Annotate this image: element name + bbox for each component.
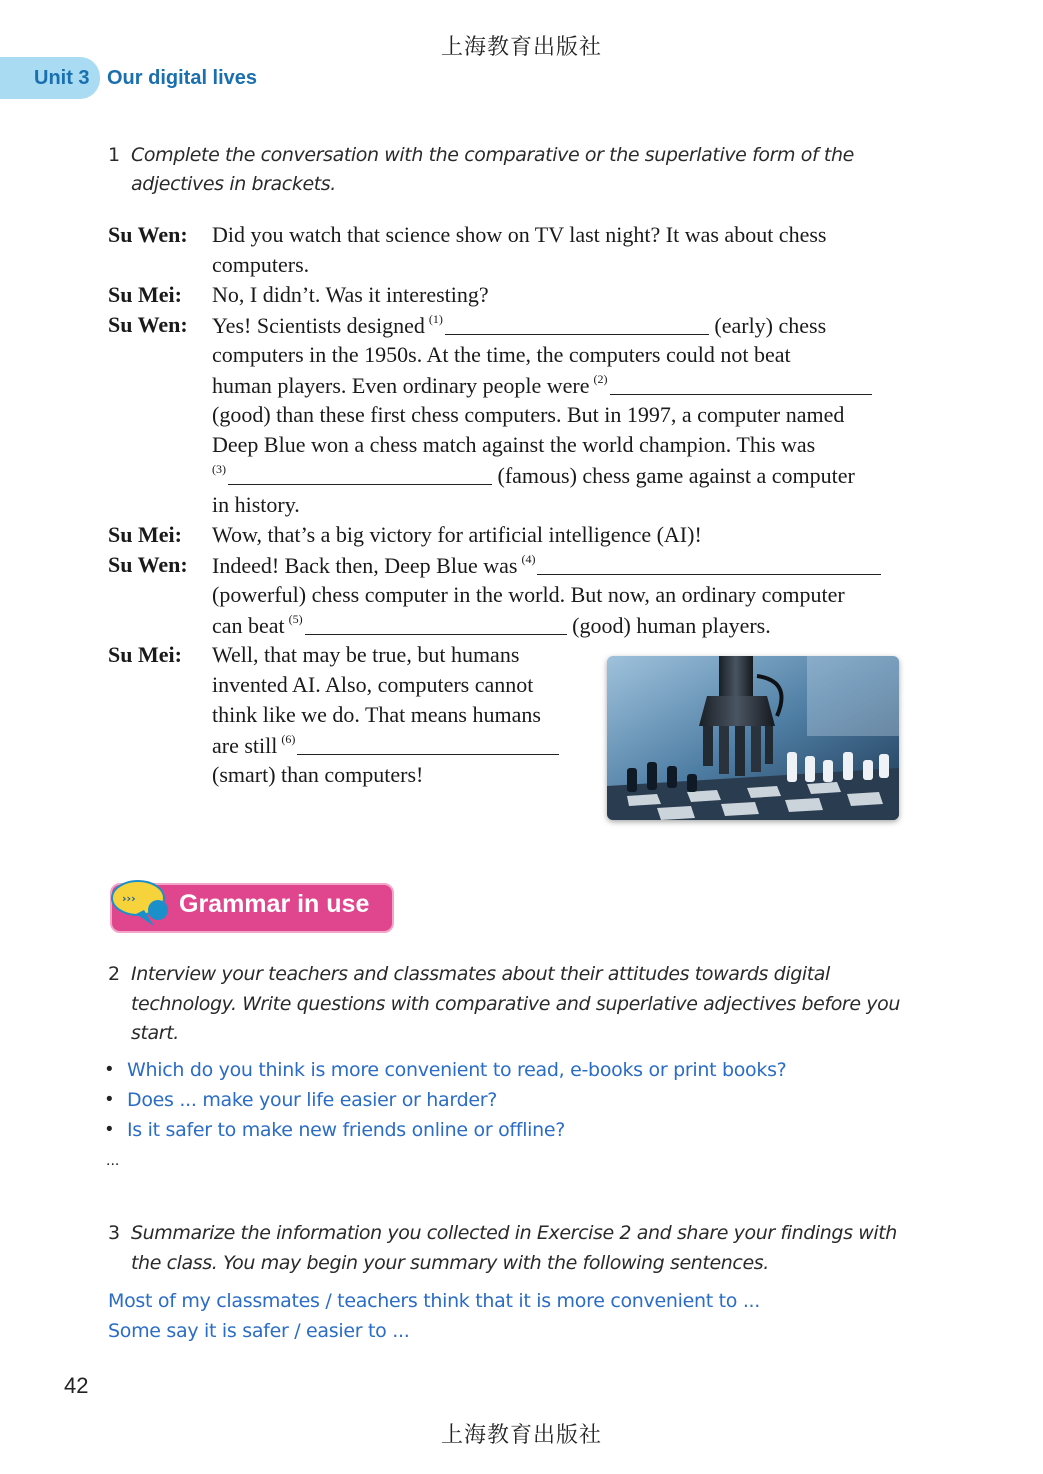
instruction-line: adjectives in brackets. — [131, 173, 336, 195]
bullet-icon: • — [106, 1089, 113, 1110]
dialogue-line — [212, 732, 559, 759]
blank-number: (5) — [288, 612, 303, 626]
speaker-label: Su Mei: — [108, 642, 182, 667]
instruction-line: Summarize the information you collected in Exercise 2 and share your findings with — [131, 1222, 897, 1244]
dialogue-line: in history. — [212, 492, 300, 517]
dialogue-line — [212, 552, 881, 579]
blank-number: (2) — [593, 372, 608, 386]
blank-number: (4) — [521, 552, 536, 566]
exercise-1-instruction — [108, 141, 908, 201]
dialogue-text: (famous) chess game against a computer — [497, 463, 855, 488]
exercise-2-instruction — [108, 960, 928, 1050]
svg-text:›››: ››› — [122, 892, 136, 905]
summary-starter: Most of my classmates / teachers think that it is more convenient to ... — [108, 1290, 761, 1312]
instruction-line: Interview your teachers and classmates about their attitudes towards digital — [131, 963, 830, 985]
unit-label: Unit 3 — [34, 67, 90, 89]
dialogue-line — [212, 462, 855, 489]
answer-blank[interactable] — [305, 612, 567, 635]
speech-bubble-icon — [106, 876, 178, 936]
ellipsis: ... — [106, 1152, 120, 1169]
summary-starter: Some say it is safer / easier to ... — [108, 1320, 410, 1342]
dialogue-line: computers in the 1950s. At the time, the computers could not beat — [212, 342, 791, 367]
dialogue-text: (good) human players. — [572, 613, 771, 638]
dialogue-text: Indeed! Back then, Deep Blue was — [212, 553, 518, 578]
dialogue-line: (good) than these first chess computers. But in 1997, a computer named — [212, 402, 845, 427]
blank-number: (1) — [428, 312, 443, 326]
answer-blank[interactable] — [610, 372, 872, 395]
sample-question: Is it safer to make new friends online or offline? — [127, 1119, 566, 1141]
chess-robot-photo — [607, 656, 899, 820]
publisher-footer: 上海教育出版社 — [440, 1423, 602, 1448]
answer-blank[interactable] — [445, 312, 709, 335]
dialogue-line: Did you watch that science show on TV last night? It was about chess — [212, 222, 827, 247]
speaker-label: Su Mei: — [108, 522, 182, 547]
blank-number: (6) — [281, 732, 296, 746]
bullet-icon: • — [106, 1059, 113, 1080]
dialogue-line — [212, 612, 771, 639]
sample-question: Does ... make your life easier or harder? — [127, 1089, 498, 1111]
exercise-number: 3 — [108, 1222, 120, 1244]
dialogue-line: Well, that may be true, but humans — [212, 642, 520, 667]
dialogue-text: are still — [212, 733, 278, 758]
instruction-line: Complete the conversation with the comparative or the superlative form of the — [131, 144, 854, 166]
sample-question: Which do you think is more convenient to read, e-books or print books? — [127, 1059, 787, 1081]
answer-blank[interactable] — [228, 462, 492, 485]
exercise-number: 1 — [108, 144, 120, 166]
bullet-icon: • — [106, 1119, 113, 1140]
dialogue-line — [212, 312, 826, 339]
dialogue-line: (smart) than computers! — [212, 762, 424, 787]
dialogue-text: human players. Even ordinary people were — [212, 373, 590, 398]
dialogue-text: can beat — [212, 613, 285, 638]
dialogue-line: Deep Blue won a chess match against the world champion. This was — [212, 432, 816, 457]
speaker-label: Su Wen: — [108, 552, 188, 577]
exercise-number: 2 — [108, 963, 120, 985]
blank-number: (3) — [212, 462, 226, 476]
speaker-label: Su Wen: — [108, 222, 188, 247]
dialogue-line: Wow, that’s a big victory for artificial intelligence (AI)! — [212, 522, 702, 547]
answer-blank[interactable] — [297, 732, 559, 755]
publisher-header: 上海教育出版社 — [440, 35, 602, 60]
speaker-label: Su Mei: — [108, 282, 182, 307]
speaker-label: Su Wen: — [108, 312, 188, 337]
answer-blank[interactable] — [537, 552, 881, 575]
dialogue-line: computers. — [212, 252, 310, 277]
unit-title: Our digital lives — [107, 67, 258, 89]
dialogue-text: (early) chess — [714, 313, 827, 338]
dialogue-line: invented AI. Also, computers cannot — [212, 672, 534, 697]
exercise-3-instruction — [108, 1219, 928, 1279]
instruction-line: start. — [131, 1022, 179, 1044]
dialogue-line — [212, 372, 872, 399]
instruction-line: the class. You may begin your summary with the following sentences. — [131, 1252, 769, 1274]
dialogue-line: think like we do. That means humans — [212, 702, 541, 727]
dialogue-line: (powerful) chess computer in the world. But now, an ordinary computer — [212, 582, 845, 607]
instruction-line: technology. Write questions with comparative and superlative adjectives before you — [131, 993, 900, 1015]
dialogue-line: No, I didn’t. Was it interesting? — [212, 282, 489, 307]
page-number: 42 — [64, 1373, 89, 1398]
dialogue-text: Yes! Scientists designed — [212, 313, 425, 338]
grammar-in-use-title: Grammar in use — [179, 890, 370, 918]
